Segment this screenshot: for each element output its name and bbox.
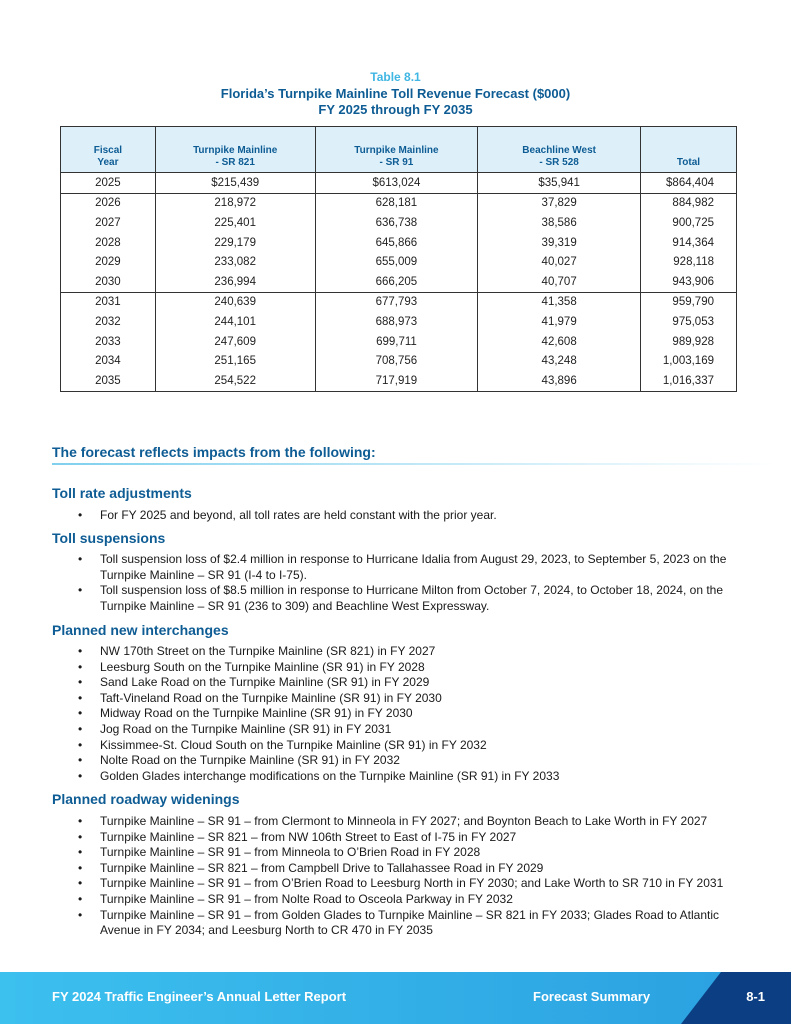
- planned-interchanges-heading: Planned new interchanges: [52, 622, 229, 638]
- cell-sr-821: 254,522: [155, 371, 315, 391]
- page-footer: [0, 972, 791, 1024]
- toll-suspensions-heading: Toll suspensions: [52, 530, 166, 546]
- toll-revenue-table: [60, 126, 737, 392]
- cell-fiscal-year: 2027: [95, 216, 121, 229]
- footer-page-block: [681, 972, 791, 1024]
- cell-fiscal-year: 2035: [95, 374, 121, 387]
- cell-sr-91: 699,711: [315, 332, 478, 352]
- cell-sr-528: 41,358: [478, 292, 641, 312]
- forecast-heading: The forecast reflects impacts from the following:: [52, 444, 376, 460]
- list-item: • Turnpike Mainline – SR 91 – from Nolte Road to Osceola Parkway in FY 2032: [78, 892, 748, 908]
- table-row: [61, 213, 737, 233]
- list-item: • Leesburg South on the Turnpike Mainline (SR 91) in FY 2028: [78, 660, 748, 676]
- cell-sr-91: 666,205: [315, 272, 478, 292]
- cell-fiscal-year: 2026: [61, 193, 156, 213]
- header-fiscal-year: Fiscal Year: [61, 127, 156, 173]
- list-item: • For FY 2025 and beyond, all toll rates are held constant with the prior year.: [78, 508, 748, 524]
- heading-rule: [52, 463, 777, 465]
- cell-sr-528: 39,319: [478, 233, 641, 253]
- cell-total: 959,790: [641, 292, 737, 312]
- planned-widenings-list: [78, 814, 748, 939]
- cell-sr-821: $215,439: [155, 173, 315, 194]
- list-item: • Toll suspension loss of $2.4 million in response to Hurricane Idalia from August 29, 2023, to September 5, 2023 on the Turnpike Mainline – SR 91 (I-4 to I-75).: [78, 552, 748, 583]
- table-row: [61, 351, 737, 371]
- list-item: • Kissimmee-St. Cloud South on the Turnpike Mainline (SR 91) in FY 2032: [78, 738, 748, 754]
- cell-sr-91: 688,973: [315, 312, 478, 332]
- header-sr-91: Turnpike Mainline - SR 91: [315, 127, 478, 173]
- cell-total: 900,725: [641, 213, 737, 233]
- table-title: Florida’s Turnpike Mainline Toll Revenue Forecast ($000): [220, 86, 571, 101]
- table-row: [61, 312, 737, 332]
- cell-fiscal-year: 2033: [95, 335, 121, 348]
- list-item: • Golden Glades interchange modifications on the Turnpike Mainline (SR 91) in FY 2033: [78, 769, 748, 785]
- cell-total: 928,118: [641, 252, 737, 272]
- cell-sr-528: $35,941: [478, 173, 641, 194]
- cell-fiscal-year: 2034: [95, 355, 121, 368]
- cell-sr-821: 225,401: [155, 213, 315, 233]
- cell-sr-821: 240,639: [155, 292, 315, 312]
- table-row: [61, 371, 737, 391]
- footer-section-name: Forecast Summary: [533, 989, 651, 1004]
- cell-total: 989,928: [641, 332, 737, 352]
- cell-sr-91: 628,181: [315, 193, 478, 213]
- list-item: • Nolte Road on the Turnpike Mainline (SR 91) in FY 2032: [78, 753, 748, 769]
- toll-rate-adjustments-list: [78, 508, 748, 524]
- cell-sr-821: 233,082: [155, 252, 315, 272]
- cell-fiscal-year: 2032: [95, 315, 121, 328]
- cell-sr-821: 218,972: [155, 193, 315, 213]
- cell-sr-821: 229,179: [155, 233, 315, 253]
- cell-fiscal-year: 2030: [95, 275, 121, 288]
- list-item: • Midway Road on the Turnpike Mainline (SR 91) in FY 2030: [78, 706, 748, 722]
- list-item: • Turnpike Mainline – SR 821 – from NW 106th Street to East of I-75 in FY 2027: [78, 830, 748, 846]
- footer-page-number: 8-1: [746, 989, 765, 1004]
- cell-sr-91: 717,919: [315, 371, 478, 391]
- cell-total: $864,404: [641, 173, 737, 194]
- cell-total: 975,053: [641, 312, 737, 332]
- table-row: [61, 252, 737, 272]
- list-item: • Turnpike Mainline – SR 91 – from Minneola to O’Brien Road in FY 2028: [78, 845, 748, 861]
- table-subtitle: FY 2025 through FY 2035: [318, 102, 473, 117]
- footer-report-title: FY 2024 Traffic Engineer’s Annual Letter Report: [52, 989, 347, 1004]
- cell-sr-821: 244,101: [155, 312, 315, 332]
- cell-sr-528: 40,707: [478, 272, 641, 292]
- cell-sr-91: 636,738: [315, 213, 478, 233]
- table-row: [61, 193, 737, 213]
- table-label: Table 8.1: [370, 70, 421, 84]
- table-row: [61, 332, 737, 352]
- list-item: • Taft-Vineland Road on the Turnpike Mainline (SR 91) in FY 2030: [78, 691, 748, 707]
- cell-fiscal-year: 2031: [61, 292, 156, 312]
- cell-sr-528: 40,027: [478, 252, 641, 272]
- cell-total: 1,016,337: [641, 371, 737, 391]
- table-row: [61, 272, 737, 292]
- cell-total: 914,364: [641, 233, 737, 253]
- cell-sr-528: 38,586: [478, 213, 641, 233]
- cell-sr-528: 43,248: [478, 351, 641, 371]
- header-total: Total: [641, 127, 737, 173]
- header-sr-528: Beachline West - SR 528: [478, 127, 641, 173]
- cell-total: 943,906: [641, 272, 737, 292]
- toll-rate-adjustments-heading: Toll rate adjustments: [52, 485, 192, 501]
- list-item: • Turnpike Mainline – SR 91 – from O’Brien Road to Leesburg North in FY 2030; and Lake Worth to SR 710 in FY 2031: [78, 876, 748, 892]
- list-item: • Jog Road on the Turnpike Mainline (SR 91) in FY 2031: [78, 722, 748, 738]
- cell-sr-91: 677,793: [315, 292, 478, 312]
- list-item: • Turnpike Mainline – SR 91 – from Clermont to Minneola in FY 2027; and Boynton Beach to Lake Worth in FY 2027: [78, 814, 748, 830]
- planned-widenings-heading: Planned roadway widenings: [52, 791, 240, 807]
- cell-sr-91: 708,756: [315, 351, 478, 371]
- cell-sr-528: 37,829: [478, 193, 641, 213]
- cell-sr-528: 41,979: [478, 312, 641, 332]
- cell-sr-821: 251,165: [155, 351, 315, 371]
- table-header-row: [61, 127, 737, 173]
- cell-total: 1,003,169: [641, 351, 737, 371]
- cell-fiscal-year: 2029: [95, 256, 121, 269]
- toll-suspensions-list: [78, 552, 748, 614]
- list-item: • Sand Lake Road on the Turnpike Mainline (SR 91) in FY 2029: [78, 675, 748, 691]
- planned-interchanges-list: [78, 644, 748, 784]
- cell-sr-91: 645,866: [315, 233, 478, 253]
- header-sr-821: Turnpike Mainline - SR 821: [155, 127, 315, 173]
- list-item: • NW 170th Street on the Turnpike Mainline (SR 821) in FY 2027: [78, 644, 748, 660]
- table-row: [61, 173, 737, 194]
- cell-sr-821: 236,994: [155, 272, 315, 292]
- table-body: [61, 173, 737, 392]
- cell-sr-528: 43,896: [478, 371, 641, 391]
- list-item: • Toll suspension loss of $8.5 million in response to Hurricane Milton from October 7, 2024, to October 18, 2024, on the Turnpike Mainline – SR 91 (236 to 309) and Beachline West Expressway.: [78, 583, 748, 614]
- cell-total: 884,982: [641, 193, 737, 213]
- cell-fiscal-year: 2028: [95, 236, 121, 249]
- list-item: • Turnpike Mainline – SR 91 – from Golden Glades to Turnpike Mainline – SR 821 in FY 2033; Glades Road to Atlantic Avenue in FY 2034; and Leesburg North to CR 470 in FY 2035: [78, 908, 748, 939]
- cell-sr-91: 655,009: [315, 252, 478, 272]
- table-row: [61, 233, 737, 253]
- cell-fiscal-year: 2025: [95, 176, 121, 189]
- cell-sr-91: $613,024: [315, 173, 478, 194]
- table-row: [61, 292, 737, 312]
- list-item: • Turnpike Mainline – SR 821 – from Campbell Drive to Tallahassee Road in FY 2029: [78, 861, 748, 877]
- cell-sr-821: 247,609: [155, 332, 315, 352]
- cell-sr-528: 42,608: [478, 332, 641, 352]
